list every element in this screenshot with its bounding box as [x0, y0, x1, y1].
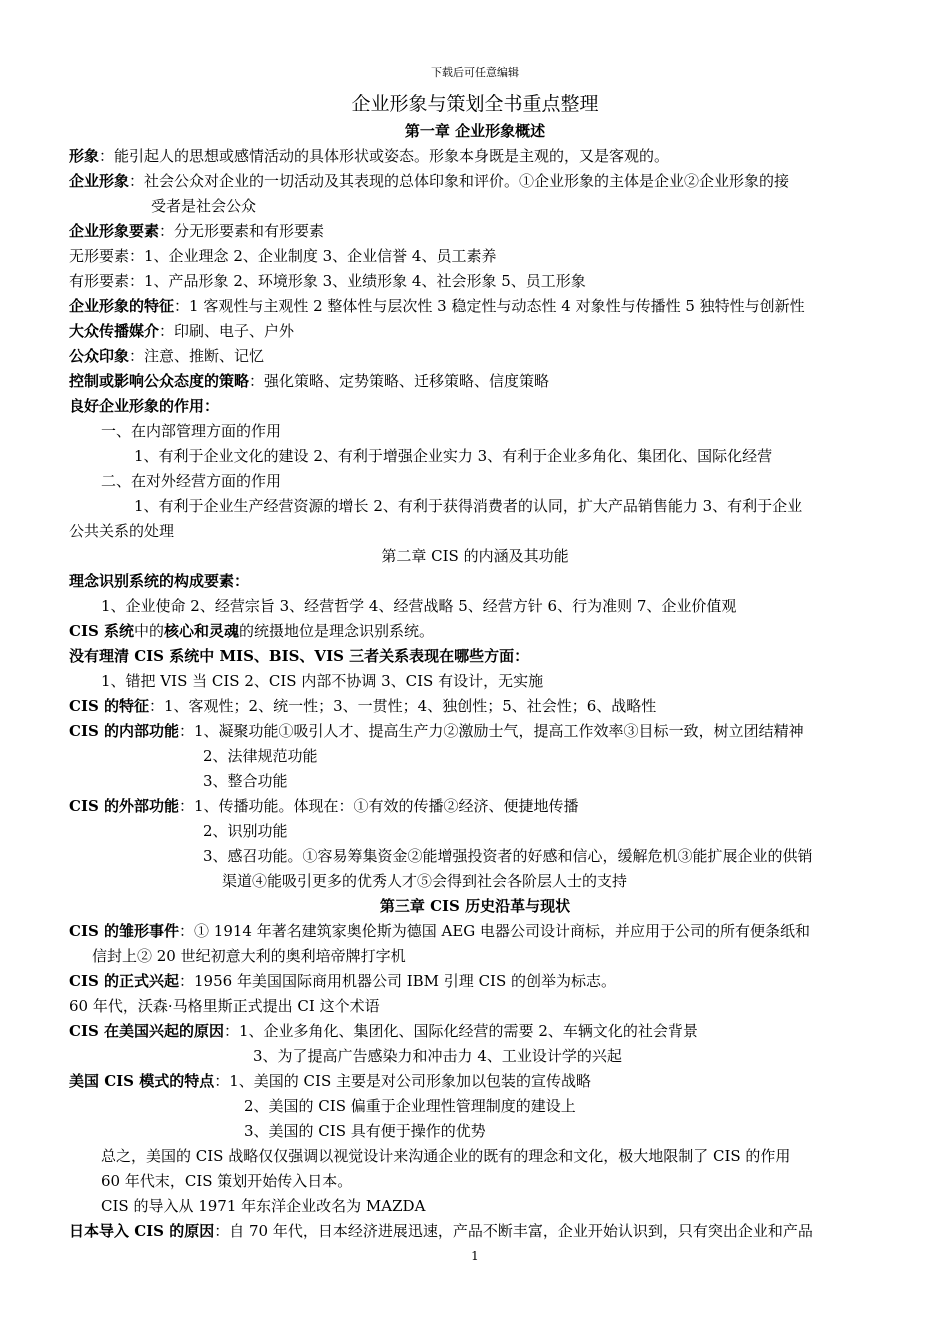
definition: ：分无形要素和有形要素 [159, 222, 325, 240]
us-model-2: 2、美国的 CIS 偏重于企业理性管理制度的建设上 [244, 1097, 576, 1115]
role-external-items-continuation: 公共关系的处理 [69, 522, 175, 540]
chapter-2-heading: 第二章 CIS 的内涵及其功能 [381, 547, 569, 565]
term: CIS 的正式兴起 [69, 972, 180, 990]
text: 的统摄地位是理念识别系统。 [239, 622, 435, 640]
mi-elements-list: 1、企业使命 2、经营宗旨 3、经营哲学 4、经营战略 5、经营方针 6、行为准则 7、企业价值观 [101, 597, 737, 615]
chapter-3-heading: 第三章 CIS 历史沿革与现状 [379, 897, 571, 915]
external-function-3-continuation: 渠道④能吸引更多的优秀人才⑤会得到社会各阶层人士的支持 [222, 872, 628, 890]
role-internal: 一、在内部管理方面的作用 [101, 422, 282, 440]
term: CIS 的雏形事件 [69, 922, 180, 940]
definition: ：社会公众对企业的一切活动及其表现的总体印象和评价。①企业形象的主体是企业②企业形象的接 [129, 172, 790, 190]
internal-function-3: 3、整合功能 [203, 772, 288, 790]
japan-introduction: 60 年代末，CIS 策划开始传入日本。 [101, 1172, 353, 1190]
definition: ：1、凝聚功能①吸引人才、提高生产力②激励士气，提高工作效率③目标一致，树立团结精神 [179, 722, 804, 740]
role-external: 二、在对外经营方面的作用 [101, 472, 282, 490]
definition: ：注意、推断、记忆 [129, 347, 265, 365]
definition-continuation: 受者是社会公众 [151, 197, 257, 215]
definition-features [69, 296, 805, 316]
definition-japan-reasons [69, 1221, 813, 1241]
tangible-elements: 有形要素：1、产品形象 2、环境形象 3、业绩形象 4、社会形象 5、员工形象 [69, 272, 586, 290]
definition: ：1、企业多角化、集团化、国际化经营的需要 2、车辆文化的社会背景 [224, 1022, 698, 1040]
unclear-relations-heading: 没有理清 CIS 系统中 MIS、BIS、VIS 三者关系表现在哪些方面： [69, 647, 530, 665]
internal-function-2: 2、法律规范功能 [203, 747, 318, 765]
unclear-relations-list: 1、错把 VIS 当 CIS 2、CIS 内部不协调 3、CIS 有设计，无实施 [101, 672, 544, 690]
header-note: 下载后可任意编辑 [431, 66, 519, 79]
role-external-items: 1、有利于企业生产经营资源的增长 2、有利于获得消费者的认同，扩大产品销售能力 3、有利于企业 [134, 497, 803, 515]
term: CIS 系统 [69, 622, 135, 640]
definition-us-model [69, 1071, 591, 1091]
mi-elements-heading: 理念识别系统的构成要素： [69, 572, 250, 590]
term: 企业形象 [69, 172, 130, 190]
definition-cis-external [69, 796, 579, 816]
us-reasons-continuation: 3、为了提高广告感染力和冲击力 4、工业设计学的兴起 [253, 1047, 622, 1065]
definition: ：1956 年美国国际商用机器公司 IBM 引理 CIS 的创举为标志。 [179, 972, 617, 990]
intangible-elements: 无形要素：1、企业理念 2、企业制度 3、企业信誉 4、员工素养 [69, 247, 497, 265]
definition-corporate-image [69, 171, 789, 191]
definition-us-reasons [69, 1021, 698, 1041]
document-title: 企业形象与策划全书重点整理 [351, 93, 599, 115]
page-number: 1 [471, 1249, 479, 1263]
definition: ：1、美国的 CIS 主要是对公司形象加以包装的宣传战略 [214, 1072, 591, 1090]
us-model-3: 3、美国的 CIS 具有便于操作的优势 [244, 1122, 486, 1140]
external-function-3: 3、感召功能。①容易筹集资金②能增强投资者的好感和信心，缓解危机③能扩展企业的供销 [203, 847, 813, 865]
term: CIS 的内部功能 [69, 722, 180, 740]
definition: ：自 70 年代，日本经济进展迅速，产品不断丰富，企业开始认识到，只有突出企业和产品 [214, 1222, 813, 1240]
definition-cis-rise [69, 971, 616, 991]
definition: ：1 客观性与主观性 2 整体性与层次性 3 稳定性与动态性 4 对象性与传播性 5 独特性与创新性 [174, 297, 805, 315]
term: 公众印象 [69, 347, 130, 365]
cis-core-statement [69, 621, 434, 641]
definition: ：① 1914 年著名建筑家奥伦斯为德国 AEG 电器公司设计商标，并应用于公司的所有便条纸和 [179, 922, 811, 940]
external-function-2: 2、识别功能 [203, 822, 288, 840]
definition-cis-internal [69, 721, 804, 741]
definition: ：1、传播功能。体现在：①有效的传播②经济、便捷地传播 [179, 797, 579, 815]
definition: ：1、客观性；2、统一性；3、一贯性；4、独创性；5、社会性；6、战略性 [149, 697, 657, 715]
definition-strategy [69, 371, 549, 391]
definition: ：能引起人的思想或感情活动的具体形状或姿态。形象本身既是主观的，又是客观的。 [99, 147, 670, 165]
definition: ：印刷、电子、户外 [159, 322, 295, 340]
definition: ：强化策略、定势策略、迁移策略、信度策略 [249, 372, 550, 390]
term: 大众传播媒介 [69, 322, 160, 340]
ci-term-origin: 60 年代，沃森·马格里斯正式提出 CI 这个术语 [69, 997, 380, 1015]
role-heading: 良好企业形象的作用： [69, 397, 220, 415]
us-summary: 总之，美国的 CIS 战略仅仅强调以视觉设计来沟通企业的既有的理念和文化，极大地限制了 CIS 的作用 [101, 1147, 791, 1165]
definition-elements [69, 221, 324, 241]
term: 日本导入 CIS 的原因 [69, 1222, 215, 1240]
term: CIS 在美国兴起的原因 [69, 1022, 225, 1040]
term: CIS 的特征 [69, 697, 150, 715]
definition-cis-traits [69, 696, 656, 716]
role-internal-items: 1、有利于企业文化的建设 2、有利于增强企业实力 3、有利于企业多角化、集团化、国际化经营 [134, 447, 773, 465]
term: CIS 的外部功能 [69, 797, 180, 815]
term: 企业形象的特征 [69, 297, 175, 315]
term: 控制或影响公众态度的策略 [69, 372, 250, 390]
definition-media [69, 321, 294, 341]
term: 形象 [69, 147, 100, 165]
term: 核心和灵魂 [164, 622, 240, 640]
chapter-1-heading: 第一章 企业形象概述 [404, 122, 546, 140]
text: 中的 [134, 622, 165, 640]
mazda-note: CIS 的导入从 1971 年东洋企业改名为 MAZDA [101, 1197, 426, 1215]
definition-cis-origin [69, 921, 810, 941]
term: 企业形象要素 [69, 222, 160, 240]
definition-image [69, 146, 669, 166]
definition-public-impression [69, 346, 264, 366]
cis-origin-continuation: 信封上② 20 世纪初意大利的奥利培帝牌打字机 [92, 947, 406, 965]
term: 美国 CIS 模式的特点 [69, 1072, 215, 1090]
